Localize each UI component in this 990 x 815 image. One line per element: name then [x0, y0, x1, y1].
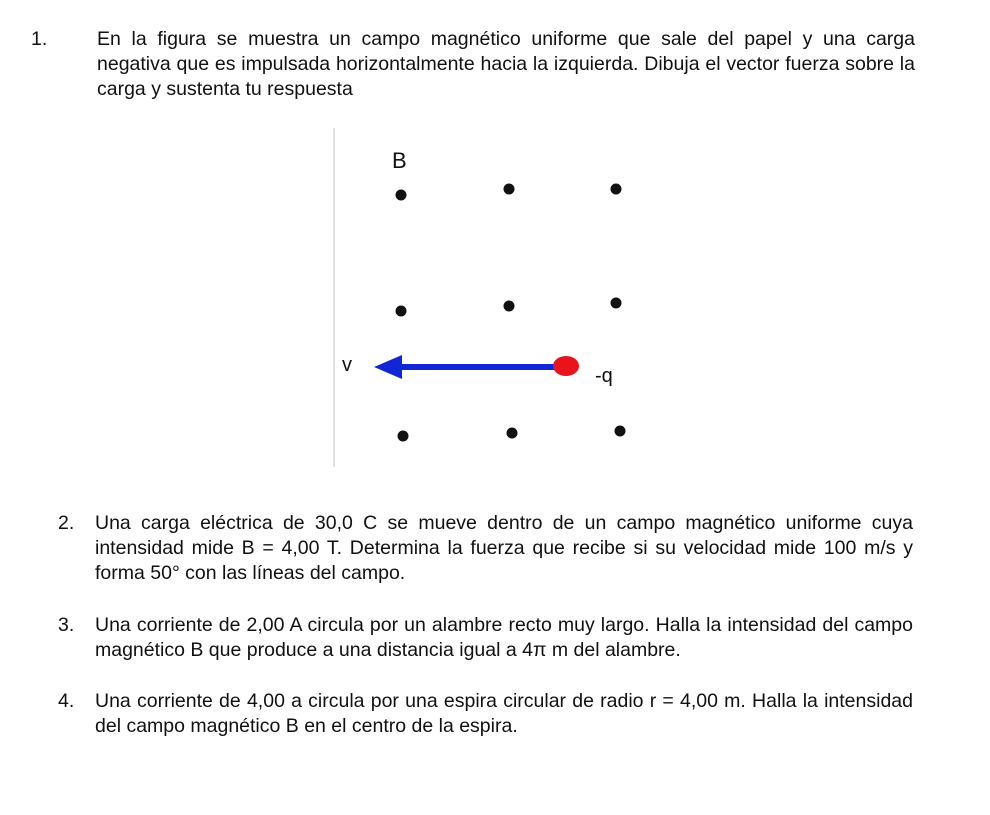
field-dot [611, 298, 622, 309]
field-dot [504, 184, 515, 195]
question-4-number: 4. [58, 690, 75, 712]
question-1-number: 1. [31, 28, 48, 50]
field-dot [396, 190, 407, 201]
charge-label: -q [595, 365, 613, 387]
question-2-text: Una carga eléctrica de 30,0 C se mueve dentro de un campo magnético uniforme cuya intensidad mide B = 4,00 T. Determina la fuerza que recibe si su velocidad mide 100 m/s y forma 50° con las líneas del campo. [95, 512, 913, 584]
field-dot-grid [396, 184, 626, 442]
field-dot [396, 306, 407, 317]
charge-marker [553, 356, 579, 376]
question-4-text: Una corriente de 4,00 a circula por una espira circular de radio r = 4,00 m. Halla la intensidad del campo magnético B en el centro de la espira. [95, 690, 913, 737]
question-3-number: 3. [58, 614, 75, 636]
question-2-number: 2. [58, 512, 75, 534]
field-dot [398, 431, 409, 442]
field-dot [615, 426, 626, 437]
question-3-text: Una corriente de 2,00 A circula por un alambre recto muy largo. Halla la intensidad del campo magnético B que produce a una distancia igual a 4π m del alambre. [95, 614, 913, 661]
velocity-arrow [374, 355, 560, 379]
field-dot [507, 428, 518, 439]
field-dot [611, 184, 622, 195]
field-dot [504, 301, 515, 312]
velocity-label: v [342, 354, 352, 376]
question-1-text: En la figura se muestra un campo magnético uniforme que sale del papel y una carga negativa que es impulsada horizontalmente hacia la izquierda. Dibuja el vector fuerza sobre la carga y sustenta tu respuesta [97, 28, 915, 100]
field-label: B [392, 148, 407, 173]
